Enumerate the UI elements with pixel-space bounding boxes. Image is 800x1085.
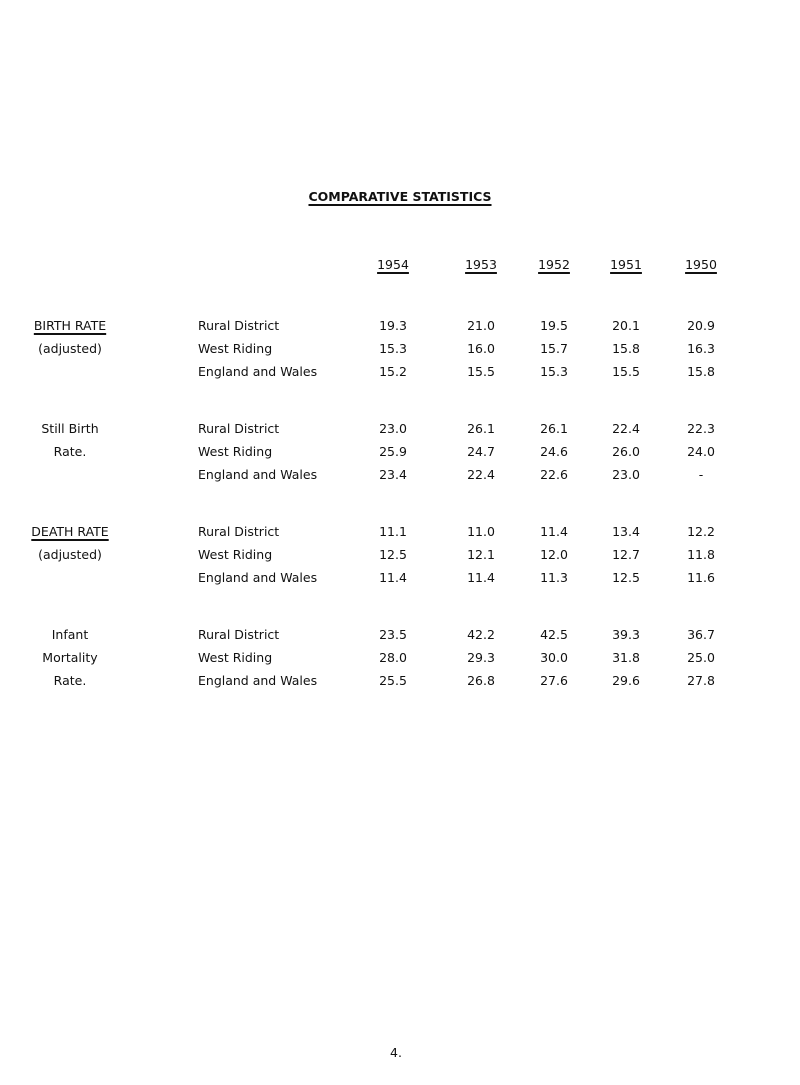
value-cell: 24.7 [467,444,495,459]
value-cell: 20.1 [612,318,640,333]
value-cell: 11.1 [379,524,407,539]
section-label: (adjusted) [38,341,102,356]
value-cell: 27.8 [687,673,715,688]
value-cell: 19.5 [540,318,568,333]
area-label: England and Wales [198,364,318,379]
value-cell: 11.3 [540,570,568,585]
value-cell: 36.7 [687,627,715,642]
section-label: BIRTH RATE [33,318,107,333]
value-cell: 21.0 [467,318,495,333]
area-label: England and Wales [198,673,318,688]
value-cell: 26.1 [467,421,495,436]
table-row [0,627,800,645]
value-cell: 25.5 [379,673,407,688]
value-cell: 26.8 [467,673,495,688]
value-cell: 11.4 [379,570,407,585]
year-header: 1950 [685,257,717,272]
table-row [0,444,800,462]
section-label: Rate. [53,444,87,459]
value-cell: 23.0 [379,421,407,436]
value-cell: 12.0 [540,547,568,562]
table-row [0,341,800,359]
area-label: England and Wales [198,570,318,585]
area-label: West Riding [198,444,273,459]
value-cell: 19.3 [379,318,407,333]
table-row [0,467,800,485]
value-cell: 42.2 [467,627,495,642]
value-cell: 12.5 [612,570,640,585]
area-label: Rural District [198,318,280,333]
section-label: Rate. [53,673,87,688]
table-row [0,570,800,588]
value-cell: 30.0 [540,650,568,665]
value-cell: 27.6 [540,673,568,688]
value-cell: 23.0 [612,467,640,482]
value-cell: 15.5 [612,364,640,379]
value-cell: - [698,467,704,482]
value-cell: 12.5 [379,547,407,562]
value-cell: 15.8 [687,364,715,379]
table-row [0,524,800,542]
value-cell: 11.8 [687,547,715,562]
year-header: 1954 [377,257,409,272]
year-header: 1952 [538,257,570,272]
value-cell: 26.0 [612,444,640,459]
table-row [0,650,800,668]
area-label: West Riding [198,341,273,356]
value-cell: 12.2 [687,524,715,539]
year-header: 1951 [610,257,642,272]
page-title: COMPARATIVE STATISTICS [308,189,492,204]
area-label: West Riding [198,547,273,562]
value-cell: 24.6 [540,444,568,459]
value-cell: 11.0 [467,524,495,539]
value-cell: 28.0 [379,650,407,665]
value-cell: 25.9 [379,444,407,459]
section-label: Mortality [42,650,98,665]
value-cell: 11.4 [467,570,495,585]
value-cell: 39.3 [612,627,640,642]
value-cell: 15.8 [612,341,640,356]
section-label: (adjusted) [38,547,102,562]
value-cell: 24.0 [687,444,715,459]
value-cell: 22.6 [540,467,568,482]
table-row [0,364,800,382]
value-cell: 15.7 [540,341,568,356]
value-cell: 11.6 [687,570,715,585]
value-cell: 15.3 [379,341,407,356]
area-label: West Riding [198,650,273,665]
value-cell: 16.3 [687,341,715,356]
area-label: Rural District [198,421,280,436]
value-cell: 29.3 [467,650,495,665]
value-cell: 42.5 [540,627,568,642]
value-cell: 22.3 [687,421,715,436]
value-cell: 15.2 [379,364,407,379]
value-cell: 31.8 [612,650,640,665]
value-cell: 15.3 [540,364,568,379]
value-cell: 25.0 [687,650,715,665]
value-cell: 12.7 [612,547,640,562]
section-label: Still Birth [41,421,99,436]
value-cell: 23.4 [379,467,407,482]
value-cell: 29.6 [612,673,640,688]
area-label: Rural District [198,627,280,642]
value-cell: 22.4 [467,467,495,482]
value-cell: 16.0 [467,341,495,356]
value-cell: 22.4 [612,421,640,436]
area-label: England and Wales [198,467,318,482]
table-row [0,673,800,691]
value-cell: 12.1 [467,547,495,562]
value-cell: 23.5 [379,627,407,642]
value-cell: 15.5 [467,364,495,379]
value-cell: 11.4 [540,524,568,539]
value-cell: 26.1 [540,421,568,436]
year-header: 1953 [465,257,497,272]
section-label: DEATH RATE [31,524,109,539]
value-cell: 13.4 [612,524,640,539]
table-row [0,547,800,565]
table-row [0,421,800,439]
page-number: 4. [390,1045,402,1060]
area-label: Rural District [198,524,280,539]
table-row [0,318,800,336]
value-cell: 20.9 [687,318,715,333]
section-label: Infant [51,627,89,642]
